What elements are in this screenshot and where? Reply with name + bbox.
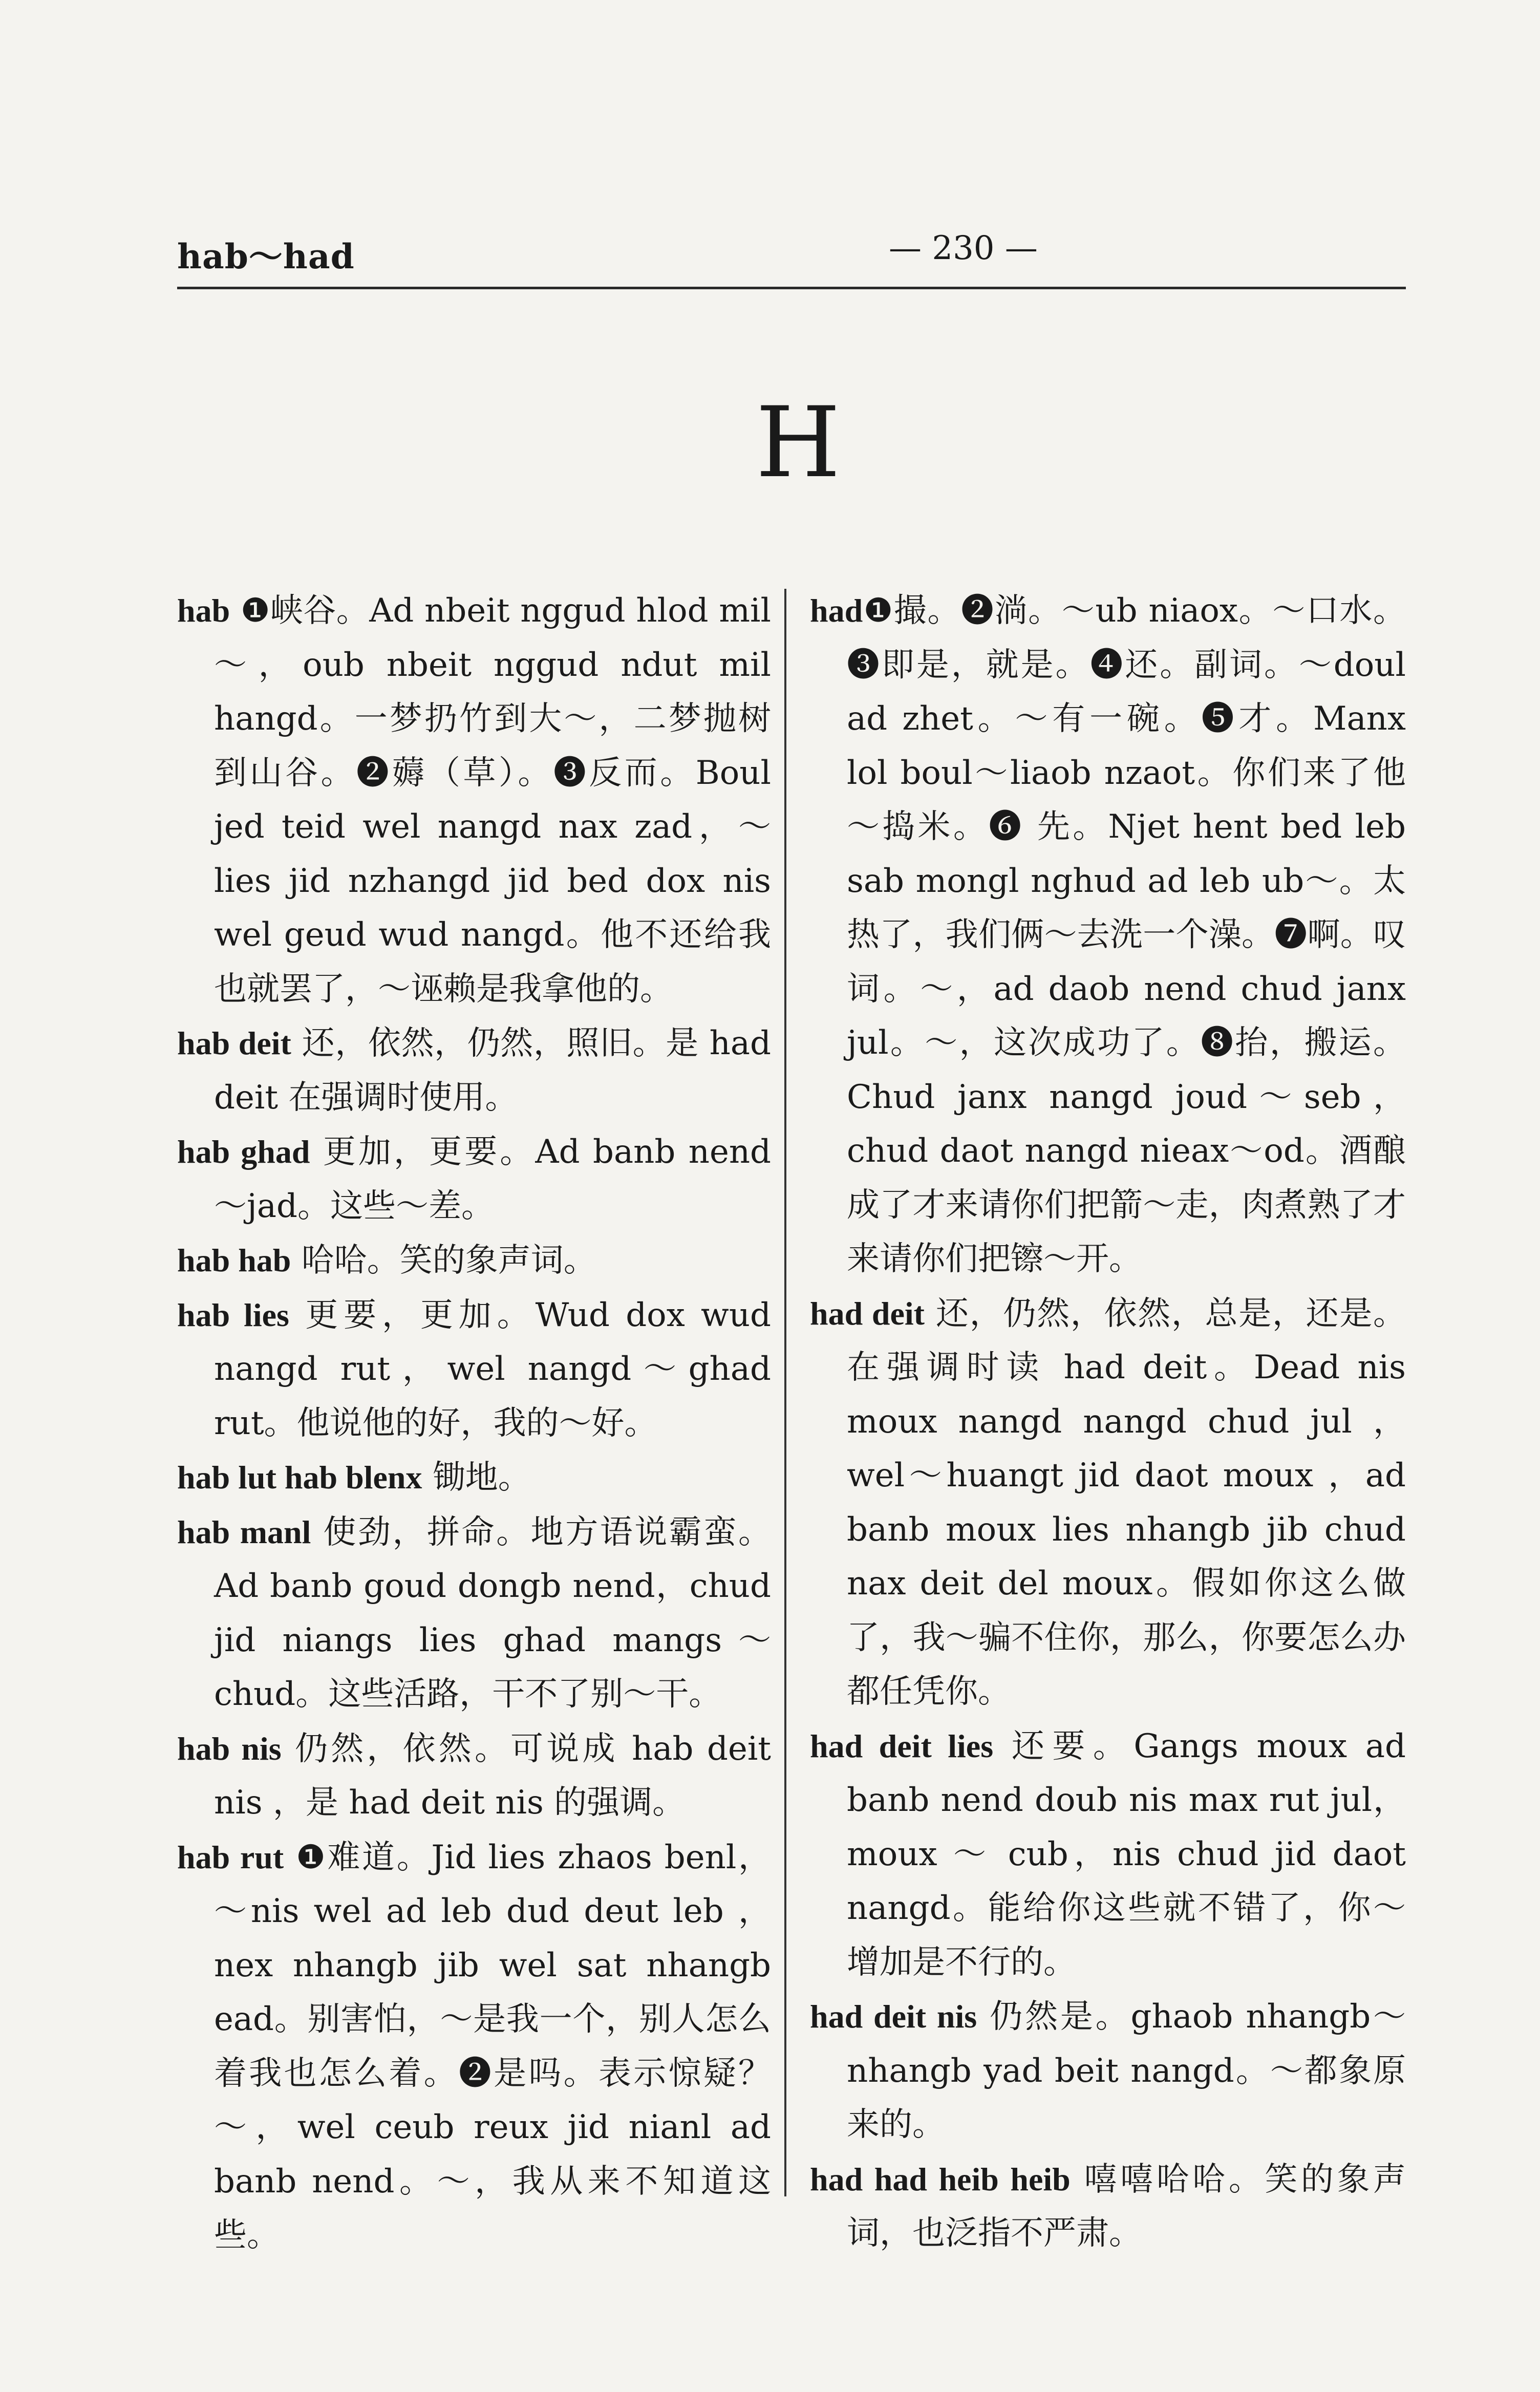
entry-hab-lut-hab-blenx xyxy=(177,1450,771,1505)
entry-hab-ghad xyxy=(177,1125,771,1233)
entry-had-deit-lies xyxy=(810,1719,1406,1990)
left-column xyxy=(177,584,771,2263)
header-range: hab～had xyxy=(177,237,355,276)
headword: had deit xyxy=(810,1295,925,1332)
headword: hab ghad xyxy=(177,1134,310,1170)
headword: hab lies xyxy=(177,1296,289,1333)
definition: 还，依然，仍然，照旧。是 had deit 在强调时使用。 xyxy=(214,1024,772,1117)
page-number: — 230 — xyxy=(889,229,1038,267)
entry-hab-rut xyxy=(177,1830,771,2263)
right-column xyxy=(810,584,1406,2261)
entry-hab-hab xyxy=(177,1233,771,1288)
entry-hab-nis xyxy=(177,1722,771,1830)
headword: hab lut hab blenx xyxy=(177,1459,422,1496)
headword: had xyxy=(810,592,863,629)
definition: 还，仍然，依然，总是，还是。在强调时读 had deit。Dead nis moux nangd nangd chud jul ，wel～huangt jid daot moux ，ad banb moux lies nhangb jib chud nax deit del moux。假如你这么做了，我～骗不住你，那么，你要怎么办都任凭你。 xyxy=(847,1294,1406,1711)
section-letter: H xyxy=(756,386,841,499)
headword: hab xyxy=(177,592,230,629)
definition: 锄地。 xyxy=(422,1459,531,1497)
definition: 还要。Gangs moux ad banb nend doub nis max rut jul，moux ～ cub，nis chud jid daot nangd。能给你这些就不错了，你～增加是不行的。 xyxy=(847,1727,1406,1981)
headword: hab nis xyxy=(177,1730,282,1767)
definition: ❶难道。Jid lies zhaos benl，～nis wel ad leb dud deut leb ，nex nhangb jib wel sat nhangb ead。别害怕，～是我一个，别人怎么着我也怎么着。❷是吗。表示惊疑？～，wel ceub reux jid nianl ad banb nend。～，我从来不知道这些。 xyxy=(214,1838,772,2254)
entry-had xyxy=(810,584,1406,1287)
page-header xyxy=(177,225,1406,276)
definition: 仍然，依然。可说成 hab deit nis ，是 had deit nis 的强调。 xyxy=(214,1729,772,1822)
headword: hab deit xyxy=(177,1025,291,1061)
definition: 使劲，拼命。地方语说霸蛮。Ad banb goud dongb nend，chud jid niangs lies ghad mangs～chud。这些活路，干不了别～干。 xyxy=(214,1513,772,1713)
header-rule xyxy=(177,287,1406,289)
definition: ❶峡谷。Ad nbeit nggud hlod mil ～，oub nbeit nggud ndut mil hangd。一梦扔竹到大～，二梦抛树到山谷。❷薅（草）。❸反而。Boul jed teid wel nangd nax zad，～lies jid nzhangd jid bed dox nis wel geud wud nangd。他不还给我也就罢了，～诬赖是我拿他的。 xyxy=(214,592,771,1008)
definition: ❶撮。❷淌。～ub niaox。～口水。❸即是，就是。❹还。副词。～doul ad zhet。～有一碗。❺才。Manx lol boul～liaob nzaot。你们来了他～捣米。❻ 先。Njet hent bed leb sab mongl nghud ad leb ub～。太热了，我们俩～去洗一个澡。❼啊。叹词。～，ad daob nend chud janx jul。～，这次成功了。❽抬，搬运。Chud janx nangd joud～seb，chud daot nangd nieax～od。酒酿成了才来请你们把箭～走，肉煮熟了才来请你们把镲～开。 xyxy=(847,592,1406,1278)
entry-had-deit-nis xyxy=(810,1990,1406,2152)
definition: 哈哈。笑的象声词。 xyxy=(291,1242,596,1279)
headword: had had heib heib xyxy=(810,2161,1071,2197)
entry-hab-manl xyxy=(177,1505,771,1722)
entry-hab xyxy=(177,584,771,1016)
headword: hab hab xyxy=(177,1242,291,1278)
entry-had-deit xyxy=(810,1287,1406,1719)
definition: 嘻嘻哈哈。笑的象声词，也泛指不严肃。 xyxy=(847,2160,1406,2252)
headword: had deit lies xyxy=(810,1727,994,1764)
entry-hab-lies xyxy=(177,1288,771,1451)
column-divider xyxy=(784,589,786,2196)
headword: had deit nis xyxy=(810,1998,977,2035)
headword: hab rut xyxy=(177,1839,284,1875)
definition: 更要，更加。Wud dox wud nangd rut，wel nangd～ghad rut。他说他的好，我的～好。 xyxy=(214,1296,772,1442)
entry-hab-deit xyxy=(177,1016,771,1125)
definition: 更加，更要。Ad banb nend～jad。这些～差。 xyxy=(214,1133,772,1225)
entry-had-had-heib-heib xyxy=(810,2152,1406,2261)
definition: 仍然是。ghaob nhangb～nhangb yad beit nangd。～都象原来的。 xyxy=(847,1998,1406,2144)
headword: hab manl xyxy=(177,1513,311,1550)
